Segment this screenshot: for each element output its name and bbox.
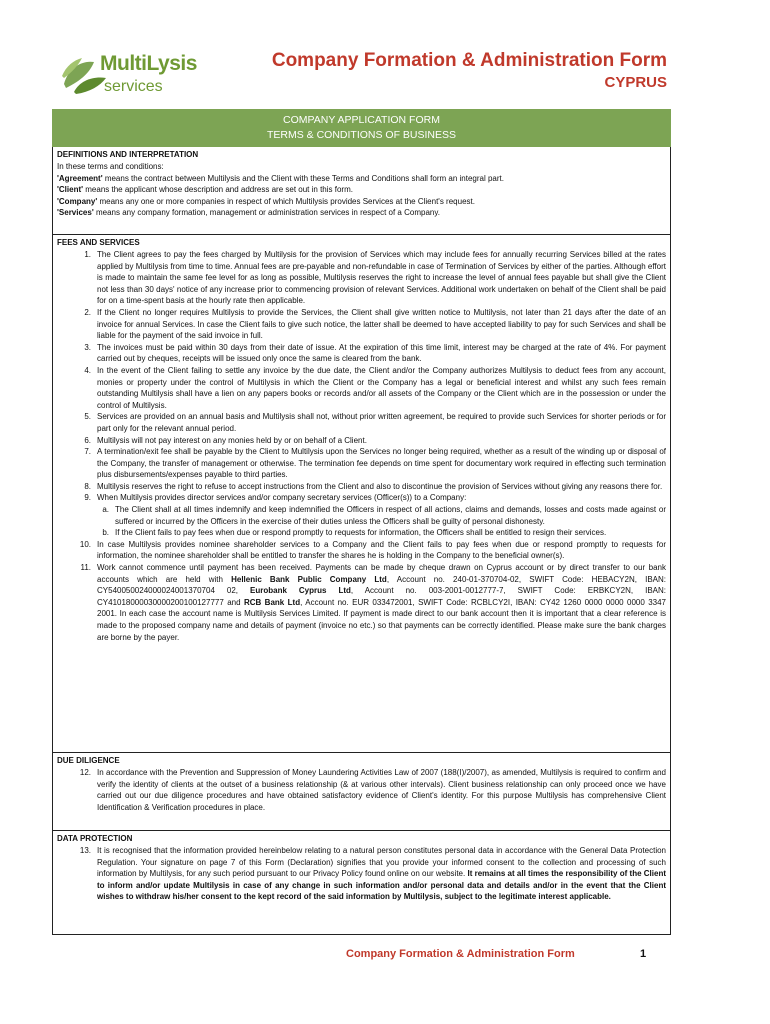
terms-box xyxy=(52,147,671,935)
fees-item: 9. When Multilysis provides director services and/or company secretary services (Officer(s)) to a Company: xyxy=(84,493,467,503)
form-banner xyxy=(52,109,671,147)
company-logo xyxy=(60,50,210,104)
definitions-section xyxy=(53,147,670,235)
fees-section xyxy=(53,235,670,753)
due-diligence-section xyxy=(53,753,670,831)
fees-item: 1. The Client agrees to pay the fees charged by Multilysis for the provision of Services which may include fees for annually recurring Services billed at the rates applied by Multilysis from time to time. Annual fees are pre-payable and non-refundable in case of Termination of Services by either of the parties. Although effort is made to maintain the same fee level for as long as possible, Multilysis reserves the right to increase the level of annual fees payable but shall give the Client not less than 30 days' notice of any increase prior to commencing provision of relevant Services. Additional work undertaken on behalf of the Client shall be paid for on a time-spent basis at the hourly rate then applicable. xyxy=(84,250,666,306)
due-diligence-item: 12. In accordance with the Prevention and Suppression of Money Laundering Activities Law of 2007 (188(I)/2007), as amended, Multilysis is required to confirm and verify the identity of clients at the outset of a business relationship (& at various other intervals). Client business relationship can only proceed once we have carried out our due diligence procedures and have obtained satisfactory evidence of Client's identity. For this purpose Multilysis has comprehensive Client Identification & Verification procedures in place. xyxy=(79,768,666,812)
fees-item: 6. Multilysis will not pay interest on any monies held by or on behalf of a Client. xyxy=(84,435,367,445)
due-diligence-heading: DUE DILIGENCE xyxy=(57,756,120,765)
fees-subitem: b. If the Client fails to pay fees when due or respond promptly to requests for information, the Officers shall be entitled to resign their services. xyxy=(102,528,607,538)
banner-line-2: TERMS & CONDITIONS OF BUSINESS xyxy=(266,129,457,141)
data-protection-item: 13. It is recognised that the information provided hereinbelow relating to a natural person constitutes personal data in accordance with the General Data Protection Regulation. Your signature on page 7 of this Form (Declaration) signifies that you provide your informed consent to the collection and processing of such information by Multilysis, for any such period pursuant to our Privacy Policy found online on our website. It remains at all times the responsibility of the Client to inform and/or update Multilysis in case of any change in such information and/or personal data and details and/or in the event that the Client wishes to withdraw his/her consent to the kept record of the said information by Multilysis, subject to the legitimate interest applicable. xyxy=(79,846,666,902)
header-title: Company Formation & Administration Form xyxy=(271,50,667,71)
logo-text-services: services xyxy=(104,78,163,95)
fees-item: 3. The invoices must be paid within 30 days from their date of issue. At the expiration of this time limit, interest may be charged at the rate of 4%. For payment carried out by cheques, receipts will be issued only once the same is cleared from the bank. xyxy=(84,342,666,364)
header-subtitle: CYPRUS xyxy=(604,74,667,91)
bank-name: RCB Bank Ltd xyxy=(243,597,301,607)
fees-item: 7. A termination/exit fee shall be payable by the Client to Multilysis upon the Services no longer being required, whether as a result of the winding up or disposal of the Company, the transfer of management or otherwise. The termination fee depends on time spent for documentary work required in effecting such termination plus disbursements/expenses payable to third parties. xyxy=(84,447,666,480)
fees-item: 5. Services are provided on an annual basis and Multilysis shall not, without prior written agreement, be required to provide such Services for shorter periods or for part only for the relevant annual period. xyxy=(84,412,666,433)
fees-item-payment: 11. Work cannot commence until payment has been received. Payments can be made by cheque drawn on Cyprus account or by direct transfer to our bank accounts which are held with Hellenic Bank Public Company Ltd, Account no. 240-01-370704-02, SWIFT Code: HEBACY2N, IBAN: CY540050024000024001370704 02, Eurobank Cyprus Ltd, Account no. 003-2001-0012777-7, SWIFT Code: ERBKCY2N, IBAN: CY41018000030000200100127777 and RCB Bank Ltd, Account no. EUR 033472001, SWIFT Code: RCBLCY2I, IBAN: CY42 1260 0000 0000 0000 3347 2001. In each case the account name is Multilysis Services Limited. If payment is made direct to our bank account then it is important that a clear reference is made to the proposed company name and details of payment (invoice no etc.) so that payments can be correctly identified. Please make sure the bank charges are borne by the payer. xyxy=(80,563,667,642)
fees-item: 8. Multilysis reserves the right to refuse to accept instructions from the Client and also to discontinue the provision of Services without giving any reasons there for. xyxy=(84,481,663,491)
fees-item: 2. If the Client no longer requires Multilysis to provide the Services, the Client shall give written notice to Multilysis, not later than 21 days after the date of an invoice for annual Services. In case the Client fails to give such notice, the latter shall be deemed to have accepted liability to pay for such Services and shall be liable for the payment of the said invoice in full. xyxy=(84,307,666,341)
definition-item: 'Services' means any company formation, management or administration services in respect of a Company. xyxy=(57,208,440,218)
definition-item: 'Company' means any one or more companies in respect of which Multilysis provides Services at the Client's request. xyxy=(57,196,475,206)
definitions-intro: In these terms and conditions: xyxy=(57,162,164,171)
fees-item: 10. In case Multilysis provides nominee shareholder services to a Company and the Client fails to pay fees when due or respond promptly to requests for information, the nominee shareholder shall be entitled to transfer the shares he is holding in the Company to the beneficial owner(s). xyxy=(79,539,666,561)
footer-title: Company Formation & Administration Form xyxy=(346,948,575,960)
page-number: 1 xyxy=(640,948,647,960)
banner-line-1: COMPANY APPLICATION FORM xyxy=(283,114,440,126)
data-protection-bold-text: It remains at all times the responsibility of the Client to inform and/or update Multilysis in case of any change in such information and/or personal data and details and/or in the event that the Client wishes to withdraw his/her consent to the kept record of the said information by Multilysis, subject to the legitimate interest applicable. xyxy=(97,869,666,902)
data-protection-section xyxy=(53,831,670,908)
logo-text-multilysis: MultiLysis xyxy=(100,52,197,75)
definition-item: 'Client' means the applicant whose description and address are set out in this form. xyxy=(57,185,353,195)
definitions-heading: DEFINITIONS AND INTERPRETATION xyxy=(57,150,199,159)
fees-heading: FEES AND SERVICES xyxy=(57,238,140,247)
fees-subitem: a. The Client shall at all times indemnify and keep indemnified the Officers in respect of all actions, claims and demands, losses and costs made against or suffered or incurred by the Officers in the exercise of their duties unless the Officers shall be guilty of personal dishonesty. xyxy=(102,505,666,526)
definition-item: 'Agreement' means the contract between Multilysis and the Client with these Terms and Conditions shall form an integral part. xyxy=(57,173,504,183)
bank-name: Eurobank Cyprus Ltd xyxy=(250,586,351,596)
bank-name: Hellenic Bank Public Company Ltd xyxy=(231,574,387,584)
data-protection-heading: DATA PROTECTION xyxy=(57,834,133,843)
fees-item: 4. In the event of the Client failing to settle any invoice by the due date, the Client and/or the Company authorizes Multilysis to deduct fees from any account, monies or property under the control of Multilysis in which the Client or the Company has a legal or beneficial interest and whilst any such fees remain outstanding Multilysis shall have a lien on any papers books or records and/or all assets of the Company or the Client which are in the possession or under the control of Multilysis. xyxy=(84,365,666,410)
